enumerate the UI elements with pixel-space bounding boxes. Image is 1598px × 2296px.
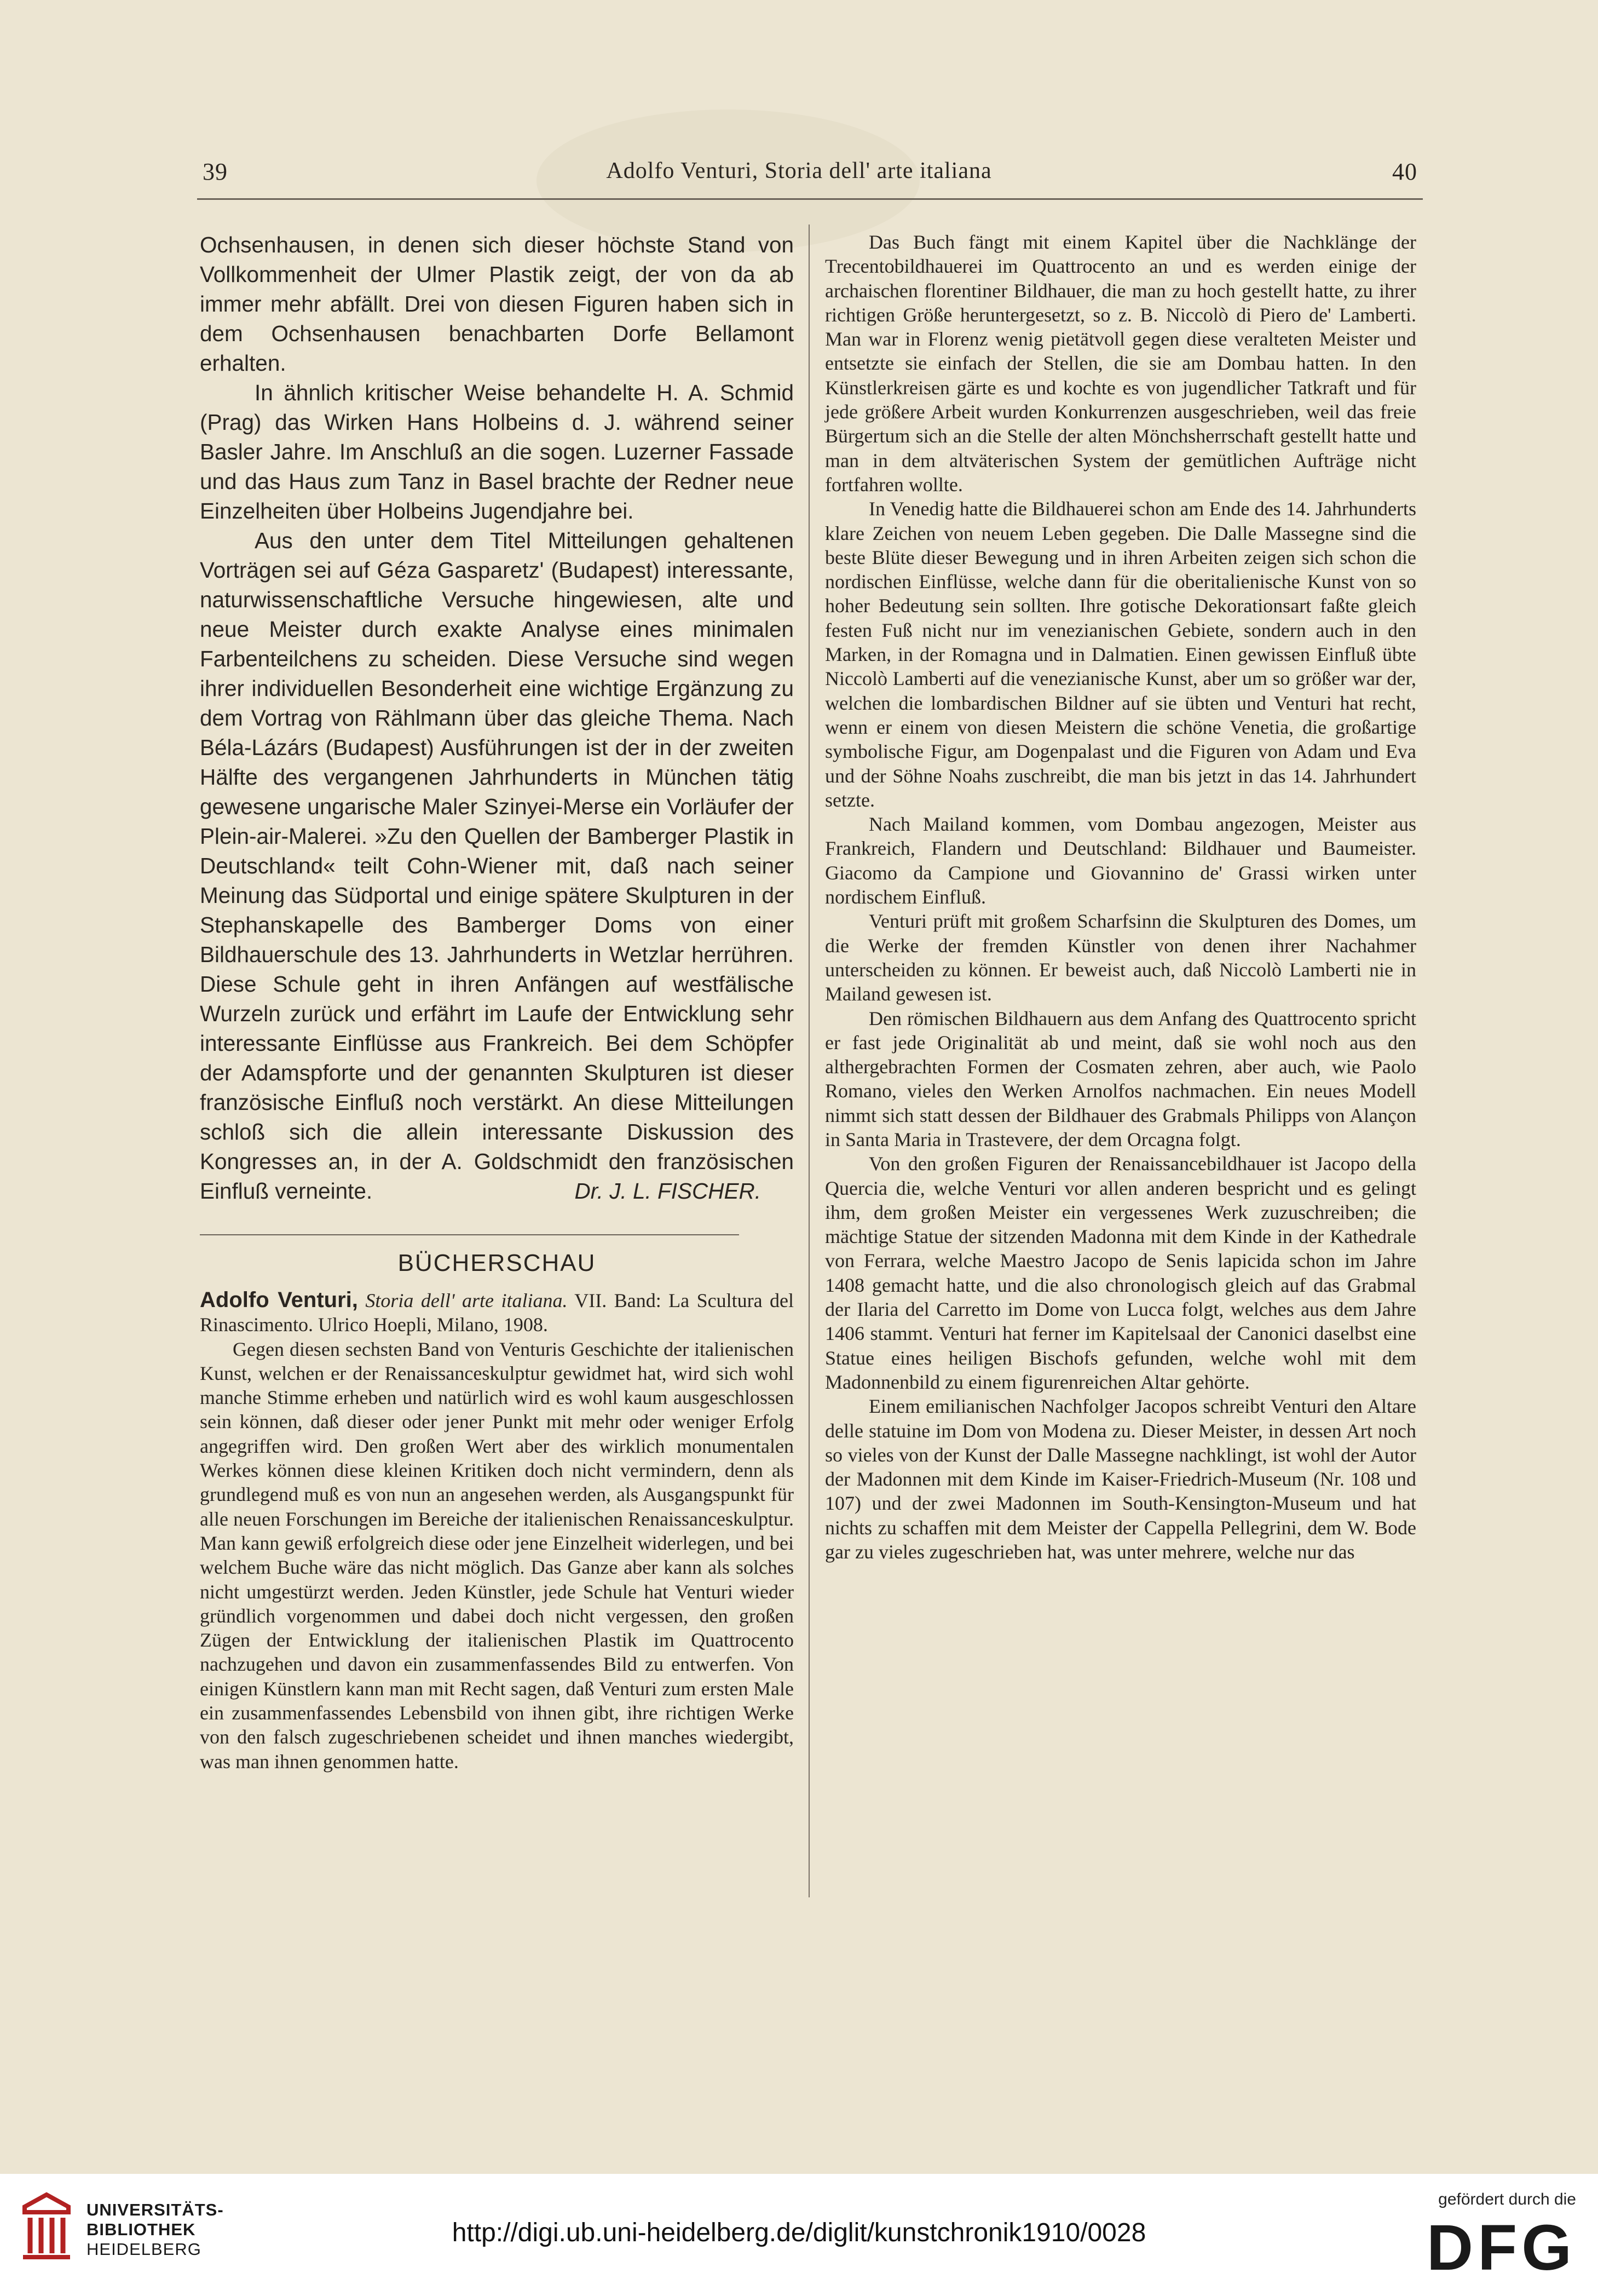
paragraph: Das Buch fängt mit einem Kapitel über die Nachklänge der Trecentobildhauerei im Quattrocento an und es werden einige der archaischen florentiner Bildhauer, die man zu hoch gestellt hatte, zu ihrer richtigen Größe heruntergesetzt, so z. B. Niccolò di Piero de' Lamberti. Man war in Florenz wenig pietätvoll gegen diese veralteten Meister und entsetzte sie einfach der Stellen, die sie am Dombau hatten. In den Künstlerkreisen gärte es und kochte es von jugendlicher Tatkraft und für jede größere Arbeit wurden Konkurrenzen ausgeschrieben, weil das freie Bürgertum sich an die Stelle der alten Mönchsherrschaft gestellt hatte und man in dem altväterischen System der gemütlichen Aufträge nicht fortfahren wollte. [825, 231, 1416, 496]
paragraph: Gegen diesen sechsten Band von Venturis Geschichte der italienischen Kunst, welchen er der Renaissanceskulptur gewidmet hat, wird sich wohl manche Stimme erheben und natürlich wird es wohl kaum ausgeschlossen sein können, daß dieser oder jener Punkt mit mehr oder weniger Erfolg angegriffen wird. Den großen Wert aber des wirklich monumentalen Werkes können diese kleinen Kritiken doch nicht vermindern, denn als grundlegend muß es von nun an angesehen werden, als Ausgangspunkt für alle neuen Forschungen im Bereiche der italienischen Renaissanceskulptur. Man kann gewiß erfolgreich diese oder jene Einzelheit widerlegen, und bei welchem Buche wäre das nicht möglich. Das Ganze aber kann als solches nicht umgestürzt werden. Jeden Künstler, jede Schule hat Venturi wieder gründlich vorgenommen und dabei doch nicht vergessen, den großen Zügen der Entwicklung der italienischen Plastik im Quattrocento nachzugehen und davon ein zusammenfassendes Bild zu entwerfen. Von einigen Künstlern kann man mit Recht sagen, daß Venturi zum ersten Male ein zusammenfassendes Lebensbild von ihnen gibt, ihre richtigen Werke von den falsch zugeschriebenen scheidet und ihnen manches wiedergibt, was man ihnen genommen hatte. [200, 1338, 794, 1773]
book-title: Storia dell' arte italiana. [365, 1290, 568, 1311]
paragraph: Nach Mailand kommen, vom Dombau angezogen, Meister aus Frankreich, Flandern und Deutschland: Bildhauer und Baumeister. Giacomo da Campione und Giovannino de' Grassi wirken unter nordischem Einfluß. [825, 813, 1416, 908]
wordmark-line: BIBLIOTHEK [86, 2220, 196, 2239]
book-details: VII. Band: La Scultura del Rinascimento. Ulrico Hoepli, Milano, 1908. [200, 1290, 794, 1336]
right-column [825, 230, 1416, 1564]
dfg-logo: DFG [1426, 2212, 1576, 2284]
column-divider [809, 225, 810, 1897]
funding-label: gefördert durch die [1438, 2190, 1576, 2208]
permalink-url[interactable]: http://digi.ub.uni-heidelberg.de/diglit/kunstchronik1910/0028 [452, 2218, 1146, 2247]
page-number-right: 40 [1392, 158, 1417, 185]
book-citation [200, 1288, 794, 1337]
running-title: Adolfo Venturi, Storia dell' arte italiana [606, 158, 992, 183]
author-signature: Dr. J. L. FISCHER. [574, 1178, 761, 1204]
section-heading: BÜCHERSCHAU [397, 1250, 596, 1276]
page-number-left: 39 [203, 158, 228, 185]
section-rule [200, 1234, 739, 1235]
wordmark-line: HEIDELBERG [86, 2240, 201, 2259]
paragraph: Den römischen Bildhauern aus dem Anfang des Quattrocento spricht er fast jede Originalität ab und meint, daß sie wohl noch aus den althergebrachten Formen der Cosmaten zehren, aber auch, wie Paolo Romano, vieles den Werken Arnolfos nachmachen. Ein neues Modell nimmt sich statt dessen der Bildhauer des Grabmals Philipps von Alançon in Santa Maria in Trastevere, der dem Orcagna folgt. [825, 1007, 1416, 1150]
paragraph: Venturi prüft mit großem Scharfsinn die Skulpturen des Domes, um die Werke der fremden Künstler von denen ihrer Nachahmer unterscheiden zu können. Er beweist auch, daß Niccolò Lamberti nie in Mailand gewesen ist. [825, 910, 1416, 1005]
wordmark-line: UNIVERSITÄTS- [86, 2200, 224, 2219]
viewer-footer [0, 2174, 1598, 2296]
paragraph: In Venedig hatte die Bildhauerei schon am Ende des 14. Jahrhunderts klare Zeichen von neuem Leben gegeben. Die Dalle Massegne sind die beste Blüte dieser Bewegung und in ihren Arbeiten zeigen sich schon die nordischen Einflüsse, welche dann für die oberitalienische Kunst von so hoher Bedeutung sein sollten. Ihre gotische Dekorationsart faßte gleich festen Fuß nicht nur im venezianischen Gebiete, sondern auch in den Marken, in der Romagna und in Dalmatien. Einen gewissen Einfluß übte Niccolò Lamberti auf die venezianische Kunst, aber um so größer war der, welchen die lombardischen Bildner auf sie übten und Venturi hat recht, wenn er einem von diesen Meistern die schöne Venetia, die großartige symbolische Figur, am Dogenpalast und die Figuren von Adam und Eva und der Söhne Noahs zuschreibt, die man bis jetzt in das 14. Jahrhundert setzte. [825, 498, 1416, 811]
header-rule [197, 198, 1423, 200]
book-author: Adolfo Venturi, [200, 1288, 358, 1312]
paragraph: Aus den unter dem Titel Mitteilungen gehaltenen Vorträgen sei auf Géza Gasparetz' (Budapest) interessante, naturwissenschaftliche Versuche hingewiesen, alte und neue Meister durch exakte Analyse eines minimalen Farbenteilchens zu scheiden. Diese Versuche sind wegen ihrer individuellen Besonderheit eine wichtige Ergänzung zu dem Vortrag von Rählmann über das gleiche Thema. Nach Béla-Lázárs (Budapest) Ausführungen ist der in der zweiten Hälfte des vergangenen Jahrhunderts in München tätig gewesene ungarische Maler Szinyei-Merse ein Vorläufer der Plein-air-Malerei. »Zu den Quellen der Bamberger Plastik in Deutschland« teilt Cohn-Wiener mit, daß nach seiner Meinung das Südportal und einige spätere Skulpturen in der Stephanskapelle des Bamberger Doms von einer Bildhauerschule des 13. Jahrhunderts in Wetzlar herrühren. Diese Schule geht in ihren Anfängen auf westfälische Wurzeln zurück und erfährt im Laufe der Entwicklung sehr interessante Einflüsse aus Frankreich. Bei dem Schöpfer der Adamspforte und der genannten Skulpturen ist dieser französische Einfluß noch verstärkt. An diese Mitteilungen schloß sich die allein interessante Diskussion des Kongresses an, in der A. Goldschmidt den französischen Einfluß verneinte. [200, 528, 794, 1204]
left-column [200, 230, 794, 1774]
paragraph: In ähnlich kritischer Weise behandelte H. A. Schmid (Prag) das Wirken Hans Holbeins d. J. während seiner Basler Jahre. Im Anschluß an die sogen. Luzerner Fassade und das Haus zum Tanz in Basel brachte der Redner neue Einzelheiten über Holbeins Jugendjahre bei. [200, 380, 794, 523]
paragraph: Von den großen Figuren der Renaissancebildhauer ist Jacopo della Quercia die, welche Venturi vor allen anderen bespricht und es gelingt ihm, dem großen Meister ein vergessenes Werk zuzuschreiben; die mächtige Statue der sitzenden Madonna mit dem Kinde in der Kathedrale von Ferrara, welche Maestro Jacopo de Senis lapicida schon im Jahre 1408 gemacht hatte, und die also chronologisch gleich auf das Grabmal der Ilaria del Carretto im Dome von Lucca folgt, welches aus dem Jahre 1406 stammt. Venturi hat ferner im Kapitelsaal der Canonici daselbst eine Statue eines heiligen Bischofs gefunden, welche wohl mit dem Madonnenbild zu einem figurenreichen Altar gehörte. [825, 1153, 1416, 1393]
paragraph: Einem emilianischen Nachfolger Jacopos schreibt Venturi den Altare delle statuine im Dom von Modena zu. Dieser Meister, in dessen Art noch so vieles von der Kunst der Dalle Massegne nachklingt, ist wohl der Autor der Madonnen mit dem Kinde im Kaiser-Friedrich-Museum (Nr. 108 und 107) und der zwei Madonnen im South-Kensington-Museum und hat nichts zu schaffen mit dem Meister der Cappella Pellegrini, dem W. Bode gar zu vieles zugeschrieben hat, was unter mehrere, welche nur das [825, 1395, 1416, 1563]
paragraph: Ochsenhausen, in denen sich dieser höchste Stand von Vollkommenheit der Ulmer Plastik zeigt, der von da ab immer mehr abfällt. Drei von diesen Figuren haben sich in dem Ochsenhausen benachbarten Dorfe Bellamont erhalten. [200, 232, 794, 376]
